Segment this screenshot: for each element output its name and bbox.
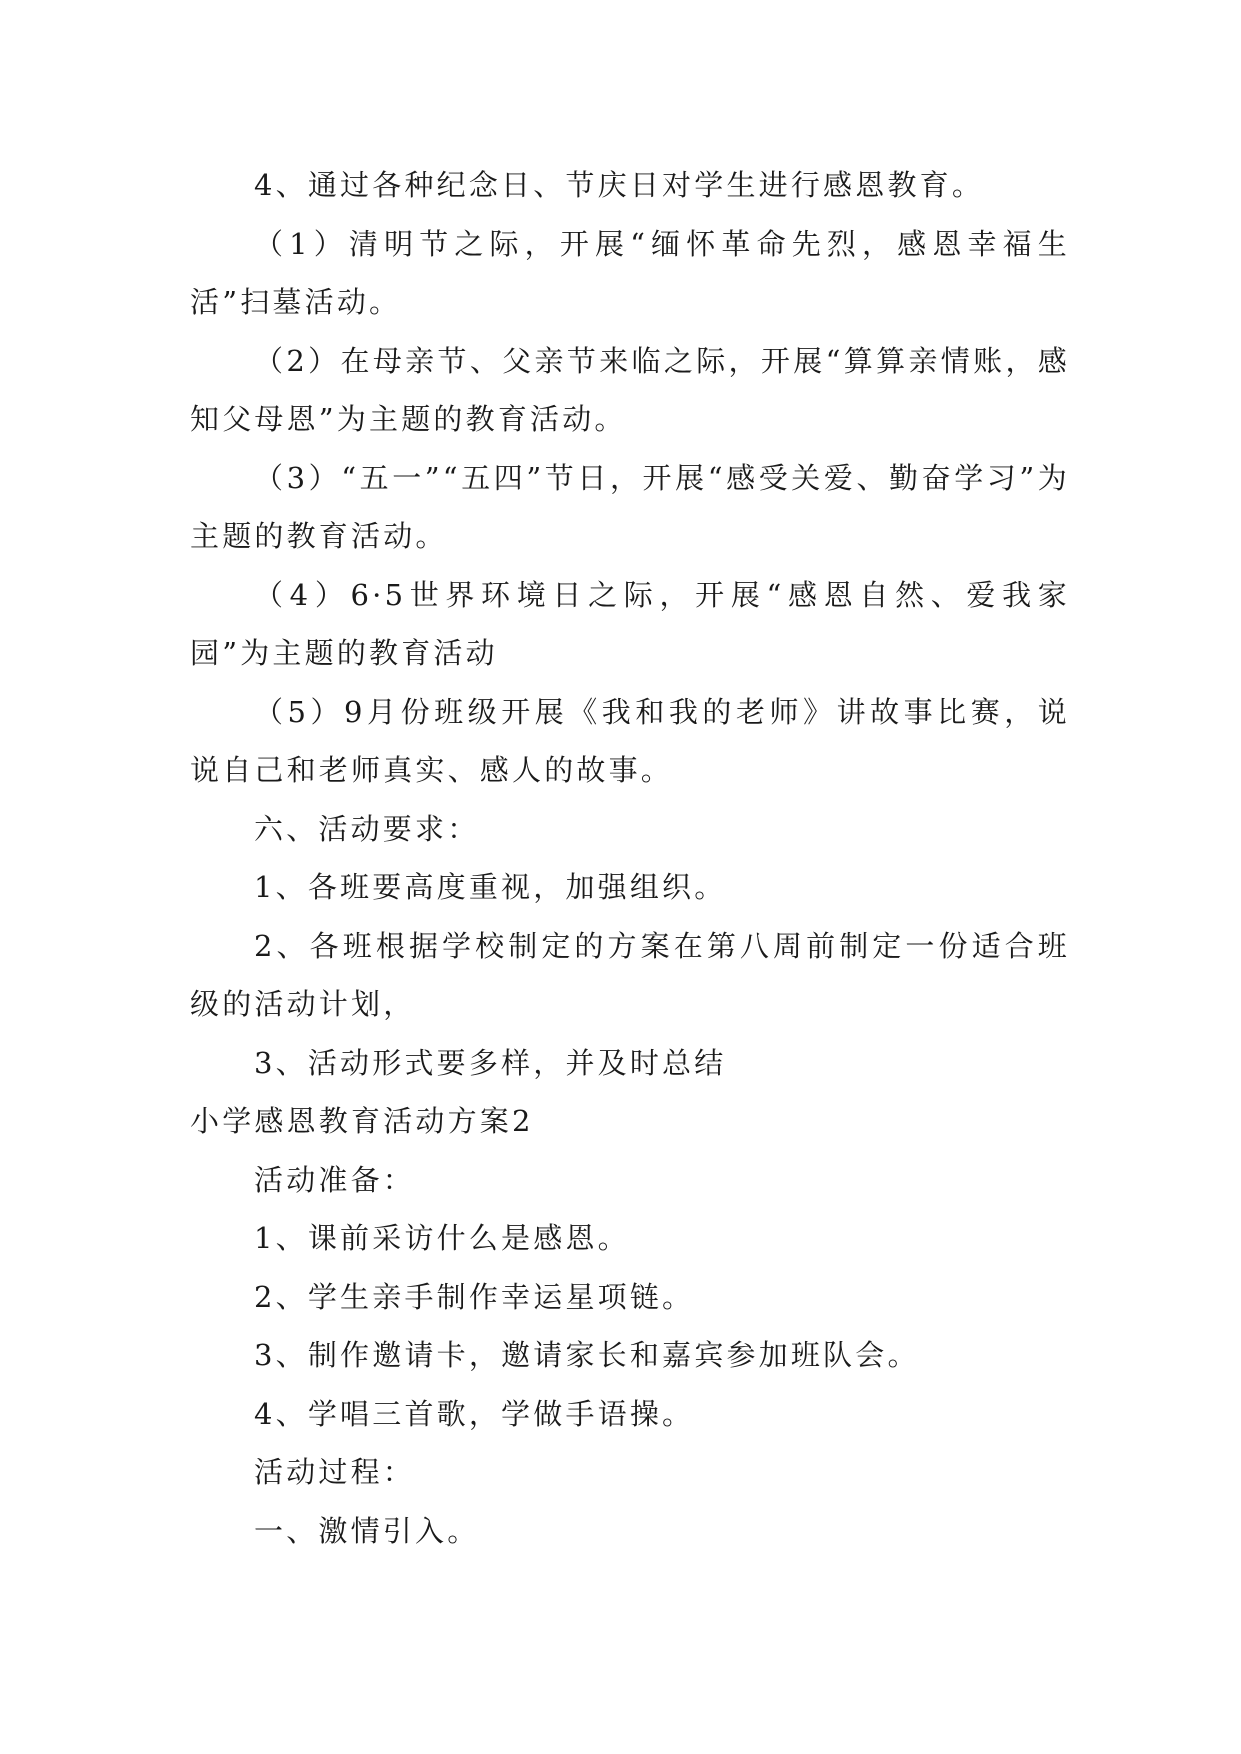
document-body [190,156,1070,1560]
paragraph-preparation-3: 3、制作邀请卡，邀请家长和嘉宾参加班队会。 [254,1338,920,1372]
section-heading-preparation: 活动准备： [254,1162,416,1197]
paragraph-preparation-1: 1、课前采访什么是感恩。 [254,1221,630,1255]
section-heading-process: 活动过程： [254,1455,416,1489]
paragraph-preparation-2: 2、学生亲手制作幸运星项链。 [254,1279,695,1314]
paragraph-may-days: （3）“五一”“五四”节日，开展“感受关爱、勤奋学习”为主题的教育活动。 [190,460,1070,553]
paragraph-requirement-1: 1、各班要高度重视，加强组织。 [254,870,727,904]
paragraph-commemoration-days: 4、通过各种纪念日、节庆日对学生进行感恩教育。 [254,168,985,202]
paragraph-september-story: （5）9月份班级开展《我和我的老师》讲故事比赛，说说自己和老师真实、感人的故事。 [190,694,1070,787]
paragraph-preparation-4: 4、学唱三首歌，学做手语操。 [254,1396,695,1431]
paragraph-process-1: 一、激情引入。 [254,1513,480,1548]
paragraph-parents-day: （2）在母亲节、父亲节来临之际，开展“算算亲情账，感知父母恩”为主题的教育活动。 [190,343,1070,436]
paragraph-qingming: （1）清明节之际，开展“缅怀革命先烈，感恩幸福生活”扫墓活动。 [190,226,1070,319]
paragraph-requirement-2: 2、各班根据学校制定的方案在第八周前制定一份适合班级的活动计划， [190,928,1070,1021]
paragraph-requirement-3: 3、活动形式要多样，并及时总结 [254,1045,727,1080]
document-subtitle: 小学感恩教育活动方案2 [190,1104,534,1138]
section-heading-requirements: 六、活动要求： [254,811,480,846]
paragraph-environment-day: （4）6·5世界环境日之际，开展“感恩自然、爱我家园”为主题的教育活动 [190,577,1070,670]
